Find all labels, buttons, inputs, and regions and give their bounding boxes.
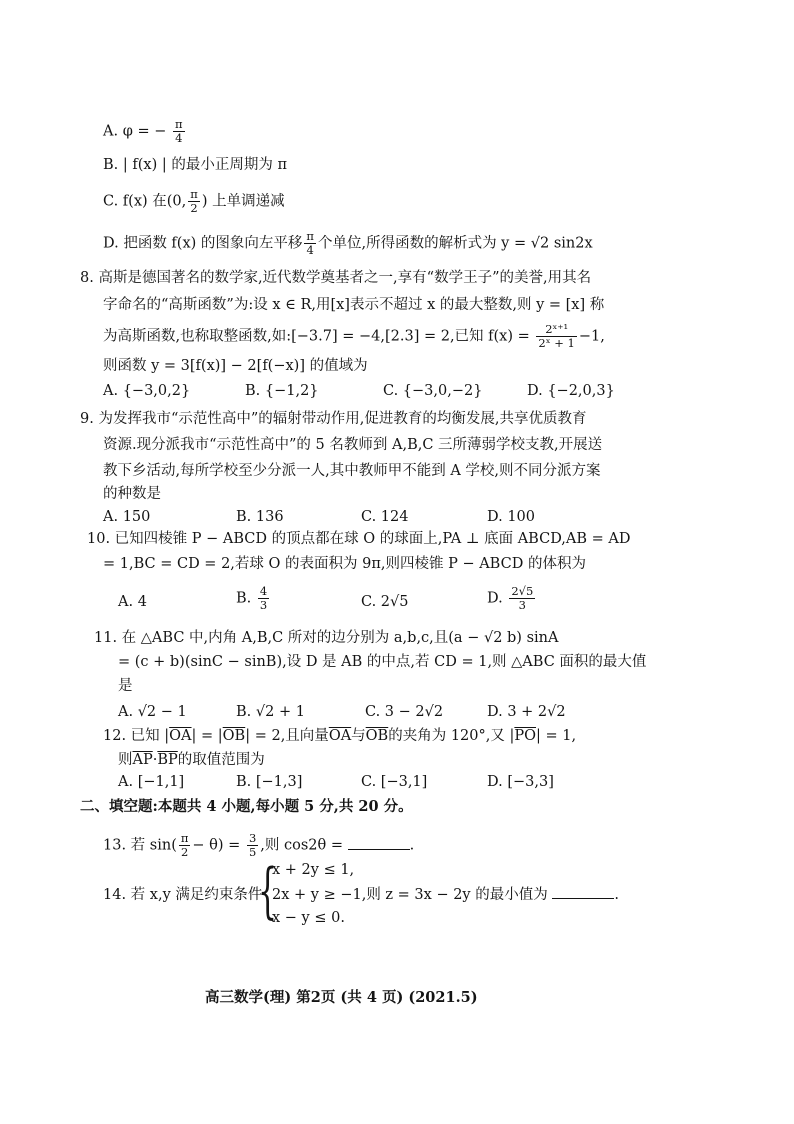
q13-text: ,则 cos2θ = <box>260 837 343 854</box>
q10-line2: = 1,BC = CD = 2,若球 O 的表面积为 9π,则四棱锥 P − ABCD 的体积为 <box>103 556 586 572</box>
option-letter: B. <box>236 590 252 607</box>
q9-line1: 9. 为发挥我市“示范性高中”的辐射带动作用,促进教育的均衡发展,共享优质教育 <box>80 411 587 427</box>
q10-option-b <box>236 585 271 612</box>
vector-ap: $\overline{AP}$ <box>132 752 153 768</box>
constraint-system <box>258 856 619 928</box>
q13 <box>103 832 414 859</box>
answer-blank[interactable] <box>348 835 410 850</box>
option-letter: D. <box>487 590 503 607</box>
q12-text: | = 2,且向量 <box>245 728 329 744</box>
q9-line2: 资源.现分派我市“示范性高中”的 5 名教师到 A,B,C 三所薄弱学校支教,开展送 <box>103 437 603 453</box>
q12-text: · <box>152 752 158 768</box>
fraction-num: π <box>174 117 183 131</box>
q9-line3: 教下乡活动,每所学校至少分派一人,其中教师甲不能到 A 学校,则不同分派方案 <box>103 463 601 479</box>
q12-text: 的夹角为 120°,又 | <box>388 728 515 744</box>
q7-option-a <box>103 118 187 145</box>
option-text: D. 把函数 f(x) 的图象向左平移 <box>103 235 303 252</box>
fraction-num: π <box>306 229 314 243</box>
q8-line1: 8. 高斯是德国著名的数学家,近代数学奠基者之一,享有“数学王子”的美誉,用其名 <box>80 270 592 286</box>
fraction <box>536 323 576 350</box>
q11-line1: 11. 在 △ABC 中,内角 A,B,C 所对的边分别为 a,b,c,且(a − √2 b) sinA <box>94 630 559 646</box>
q8-option-a: A. {−3,0,2} <box>103 383 191 399</box>
q10-option-a: A. 4 <box>118 594 147 610</box>
q12-line2 <box>118 750 265 770</box>
q12-option-d: D. [−3,3] <box>487 774 554 790</box>
q8-text: −1, <box>578 328 605 345</box>
vector-ob: $\overline{OB}$ <box>365 728 389 744</box>
q12-option-b: B. [−1,3] <box>236 774 303 790</box>
option-text: ) 上单调递减 <box>201 193 285 210</box>
q8-text: 为高斯函数,也称取整函数,如:[−3.7] = −4,[2.3] = 2,已知 f(x) = <box>103 328 530 345</box>
q7-option-c <box>103 188 285 215</box>
fraction-num: π <box>190 187 198 201</box>
q12-option-c: C. [−3,1] <box>361 774 428 790</box>
fraction-num: 2√5 <box>511 584 534 598</box>
vector-oa: $\overline{OA}$ <box>328 728 352 744</box>
q11-option-c: C. 3 − 2√2 <box>365 704 444 720</box>
fraction-den: 3 <box>259 598 268 612</box>
fraction <box>173 118 185 145</box>
fraction <box>258 585 269 612</box>
q10-line1: 10. 已知四棱锥 P − ABCD 的顶点都在球 O 的球面上,PA ⊥ 底面 ABCD,AB = AD <box>87 531 631 547</box>
q7-option-d <box>103 230 593 257</box>
q13-text: 13. 若 sin( <box>103 837 177 854</box>
fraction-num: 3 <box>248 831 257 845</box>
q8-line2: 字命名的“高斯函数”为:设 x ∈ R,用[x]表示不超过 x 的最大整数,则 y = [x] 称 <box>103 297 605 313</box>
q9-option-a: A. 150 <box>103 509 151 525</box>
fraction-den: 2ˣ + 1 <box>538 336 575 350</box>
q13-text: . <box>409 837 415 854</box>
vector-ob: $\overline{OB}$ <box>222 728 246 744</box>
fraction <box>247 832 258 859</box>
q11-option-a: A. √2 − 1 <box>118 704 187 720</box>
fraction-num: π <box>180 831 189 845</box>
q9-option-c: C. 124 <box>361 509 409 525</box>
q11-option-b: B. √2 + 1 <box>236 704 305 720</box>
q14-text: . <box>614 887 619 903</box>
q12-text: 与 <box>351 728 366 744</box>
fraction-den: 4 <box>306 243 314 257</box>
constraint-1: x + 2y ≤ 1, <box>272 862 355 878</box>
q8-option-c: C. {−3,0,−2} <box>383 383 483 399</box>
q12-option-a: A. [−1,1] <box>118 774 185 790</box>
fraction <box>304 230 316 257</box>
q12-text: | = 1, <box>536 728 577 744</box>
q10-option-d <box>487 585 537 612</box>
fraction <box>509 585 535 612</box>
q11-line3: 是 <box>118 678 133 694</box>
q12-text: 的取值范围为 <box>177 752 265 768</box>
q11-option-d: D. 3 + 2√2 <box>487 704 566 720</box>
option-letter: A. <box>103 123 119 140</box>
option-text: φ = − <box>122 123 167 140</box>
q13-text: − θ) = <box>192 837 241 854</box>
fraction-num: 4 <box>259 584 268 598</box>
answer-blank[interactable] <box>552 884 614 899</box>
q8-option-d: D. {−2,0,3} <box>527 383 615 399</box>
fraction-den: 4 <box>175 131 183 145</box>
constraint-3: x − y ≤ 0. <box>272 910 345 926</box>
q9-option-d: D. 100 <box>487 509 536 525</box>
q12-text: | = | <box>191 728 223 744</box>
page-footer: 高三数学(理) 第2页 (共 4 页) (2021.5) <box>205 989 478 1006</box>
q11-line2: = (c + b)(sinC − sinB),设 D 是 AB 的中点,若 CD = 1,则 △ABC 面积的最大值 <box>118 654 647 670</box>
section-fill-in-heading: 二、填空题:本题共 4 小题,每小题 5 分,共 20 分。 <box>80 798 413 815</box>
vector-po: $\overline{PO}$ <box>514 728 537 744</box>
fraction-den: 3 <box>518 598 526 612</box>
fraction-den: 2 <box>180 845 189 859</box>
constraint-2 <box>272 884 619 905</box>
q9-option-b: B. 136 <box>236 509 284 525</box>
option-text: C. f(x) 在(0, <box>103 193 187 210</box>
q8-line4: 则函数 y = 3[f(x)] − 2[f(−x)] 的值域为 <box>103 358 368 374</box>
q12-line1 <box>103 726 576 746</box>
fraction-den: 5 <box>248 845 257 859</box>
q12-text: 12. 已知 | <box>103 728 170 744</box>
q14-prefix: 14. 若 x,y 满足约束条件 <box>103 887 263 903</box>
fraction <box>179 832 191 859</box>
fraction-num: 2ˣ⁺¹ <box>536 323 576 337</box>
option-text: 个单位,所得函数的解析式为 y = √2 sin2x <box>317 235 593 252</box>
q12-text: 则 <box>118 752 133 768</box>
vector-bp: $\overline{BP}$ <box>157 752 178 768</box>
q7-option-b: B. | f(x) | 的最小正周期为 π <box>103 157 287 173</box>
left-brace: { <box>258 856 278 926</box>
fraction-den: 2 <box>190 201 198 215</box>
q14-text: 2x + y ≥ −1,则 z = 3x − 2y 的最小值为 <box>272 887 548 903</box>
fraction <box>188 188 200 215</box>
vector-oa: $\overline{OA}$ <box>169 728 192 744</box>
q8-line3 <box>103 323 605 350</box>
q10-option-c: C. 2√5 <box>361 594 409 610</box>
q8-option-b: B. {−1,2} <box>245 383 319 399</box>
q9-line4: 的种数是 <box>103 486 161 502</box>
